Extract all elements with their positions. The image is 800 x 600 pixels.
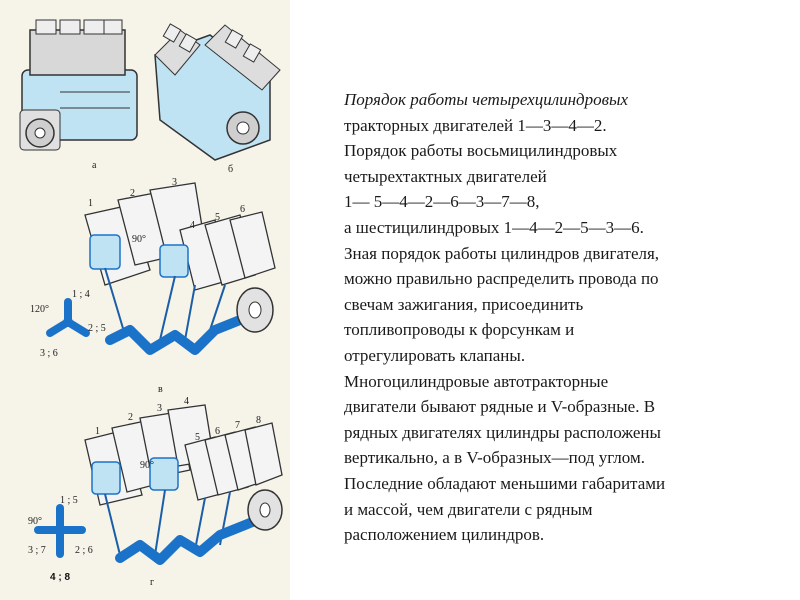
text-line-17: и массой, чем двигатели с рядным [344, 499, 593, 519]
cross-label-4: 4 ; 8 [50, 572, 71, 583]
cyl-num-g-8: 8 [256, 415, 261, 426]
flywheel-v [237, 288, 273, 332]
text-line-13: двигатели бывают рядные и V-образные. В [344, 397, 656, 417]
text-line-11: отрегулировать клапаны. [344, 345, 526, 365]
crank-cross-hub [55, 525, 65, 535]
panel-label-b: б [228, 164, 234, 175]
text-line-12: Многоцилиндровые автотракторные [344, 371, 609, 391]
panel-label-v: в [158, 384, 163, 395]
flywheel-g [248, 490, 282, 530]
cyl-num-g-7: 7 [235, 420, 240, 431]
cyl-num-v-2: 2 [130, 188, 135, 199]
text-line-16: Последние обладают меньшими габаритами [344, 473, 666, 493]
cyl-num-v-1: 1 [88, 198, 93, 209]
cross-label-3: 2 ; 6 [75, 545, 93, 556]
cyl-num-v-6: 6 [240, 204, 245, 215]
star-label-3: 3 ; 6 [40, 348, 58, 359]
cyl-num-v-5: 5 [215, 212, 220, 223]
star-angle-label: 120° [30, 304, 49, 315]
panel-label-g: г [150, 577, 155, 588]
body-text [344, 87, 774, 548]
cyl-num-v-4: 4 [190, 220, 195, 231]
cyl-num-g-5: 5 [195, 432, 200, 443]
text-line-4: четырехтактных двигателей [344, 166, 547, 186]
crankshaft-g [120, 518, 262, 560]
text-line-6: а шестицилиндровых 1—4—2—5—3—6. [344, 217, 644, 237]
engine-block-a [20, 20, 137, 150]
crank-star-hub [63, 317, 73, 327]
text-line-15: вертикально, а в V-образных—под углом. [344, 448, 645, 468]
text-line-8: можно правильно распределить провода по [344, 269, 659, 289]
text-line-10: топливопроводы к форсункам и [344, 320, 575, 340]
cyl-num-g-3: 3 [157, 403, 162, 414]
text-line-14: рядных двигателях цилиндры расположены [344, 422, 661, 442]
star-label-2: 2 ; 5 [88, 323, 106, 334]
cross-angle-label: 90° [28, 516, 42, 527]
engine-diagrams-svg [0, 0, 290, 600]
crankshaft-v [110, 320, 240, 350]
cyl-num-g-2: 2 [128, 412, 133, 423]
cross-label-1: 1 ; 5 [60, 495, 78, 506]
cross-label-2: 3 ; 7 [28, 545, 46, 556]
cyl-num-v-3: 3 [172, 177, 177, 188]
text-line-1: Порядок работы четырехцилиндровых [344, 90, 629, 109]
text-line-18: расположением цилиндров. [344, 525, 545, 545]
text-line-5: 1— 5—4—2—6—3—7—8, [344, 192, 540, 212]
text-line-7: Зная порядок работы цилиндров двигателя, [344, 243, 660, 263]
cyl-num-g-6: 6 [215, 426, 220, 437]
engine-illustration [0, 0, 290, 600]
text-line-9: свечам зажигания, присоединить [344, 294, 584, 314]
v-angle-label: 90° [132, 234, 146, 245]
text-line-3: Порядок работы восьмицилиндровых [344, 141, 618, 161]
panel-label-a: а [92, 160, 97, 171]
g-angle-label: 90° [140, 460, 154, 471]
cyl-num-g-1: 1 [95, 426, 100, 437]
star-label-1: 1 ; 4 [72, 289, 90, 300]
engine-block-b [155, 24, 280, 160]
cyl-num-g-4: 4 [184, 396, 189, 407]
text-line-2: тракторных двигателей 1—3—4—2. [344, 115, 607, 135]
